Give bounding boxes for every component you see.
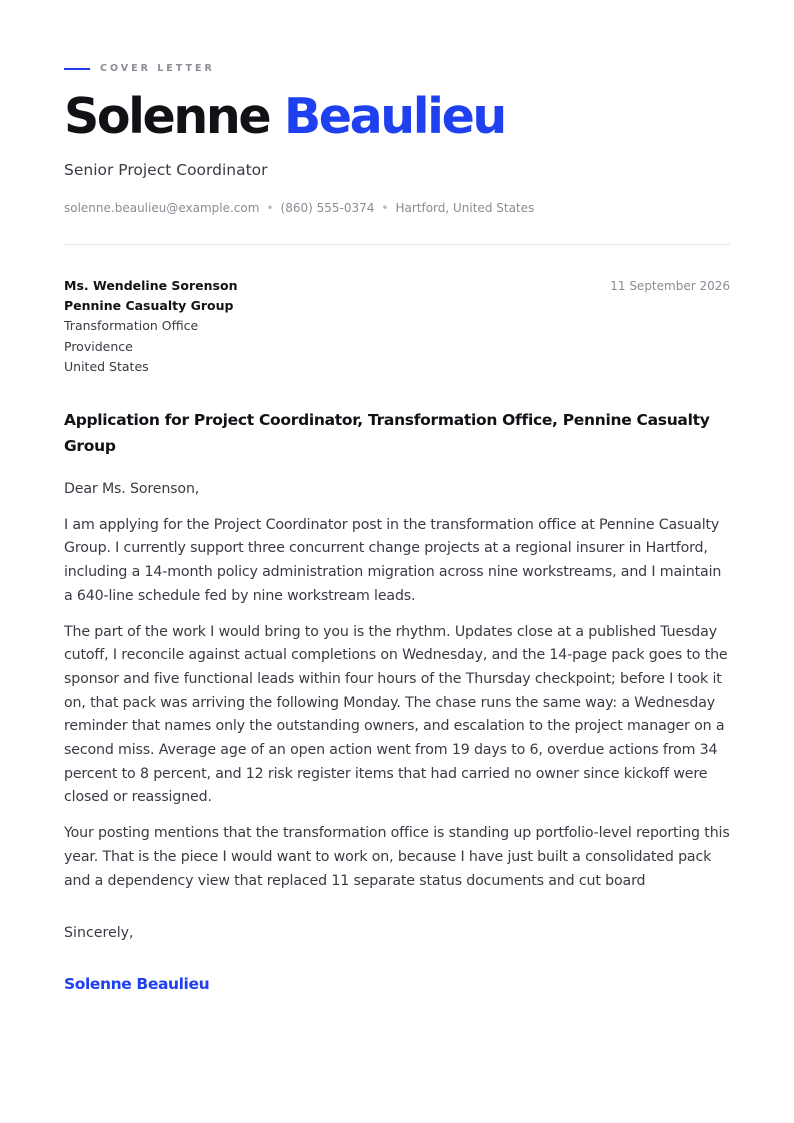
accent-rule — [64, 68, 90, 70]
document-label-text: COVER LETTER — [100, 63, 215, 74]
letter-date: 11 September 2026 — [610, 279, 730, 293]
contact-separator: • — [381, 201, 389, 215]
applicant-role: Senior Project Coordinator — [64, 161, 268, 179]
document-label — [64, 63, 215, 74]
contact-line — [64, 201, 534, 215]
contact-separator: • — [266, 201, 274, 215]
applicant-first-name: Solenne — [64, 88, 270, 145]
contact-email: solenne.beaulieu@example.com — [64, 201, 260, 215]
contact-phone: (860) 555-0374 — [280, 201, 375, 215]
recipient-name: Ms. Wendeline Sorenson — [64, 278, 238, 293]
body-paragraph: I am applying for the Project Coordinator post in the transformation office at Pennine Casualty Group. I currently support three concurrent change projects at a regional insurer in Hartford, including a 14-month policy administration migration across nine workstreams, and I maintain a 640-line schedule fed by nine workstream leads. — [64, 516, 722, 604]
body-paragraph: Your posting mentions that the transformation office is standing up portfolio-level reporting this year. That is the piece I would want to work on, because I have just built a consolidated pack and a dependency view that replaced 11 separate status documents and cut board — [64, 825, 730, 889]
letter-body — [64, 478, 730, 905]
contact-location: Hartford, United States — [395, 201, 535, 215]
recipient-country: United States — [64, 358, 149, 374]
recipient-department: Transformation Office — [64, 318, 199, 334]
body-paragraph: The part of the work I would bring to you is the rhythm. Updates close at a published Tuesday cutoff, I reconcile against actual completions on Wednesday, and the 14-page pack goes to the sponsor and five functional leads within four hours of the Thursday checkpoint; before I took it on, that pack was arriving the following Monday. The chase runs the same way: a Wednesday reminder that names only the outstanding owners, and escalation to the project manager on a second miss. Average age of an open action went from 19 days to 6, overdue actions from 34 percent to 8 percent, and 12 risk register items that had carried no owner since kickoff were closed or reassigned. — [64, 623, 728, 806]
applicant-last-name: Beaulieu — [283, 88, 505, 145]
signature: Solenne Beaulieu — [64, 975, 210, 993]
closing: Sincerely, — [64, 925, 134, 941]
recipient-city: Providence — [64, 338, 133, 354]
recipient-company: Pennine Casualty Group — [64, 298, 234, 314]
recipient-block — [64, 276, 237, 377]
applicant-name — [64, 84, 505, 150]
salutation: Dear Ms. Sorenson, — [64, 481, 200, 497]
letter-subject: Application for Project Coordinator, Transformation Office, Pennine Casualty Group — [64, 411, 710, 455]
header-divider — [64, 244, 730, 245]
